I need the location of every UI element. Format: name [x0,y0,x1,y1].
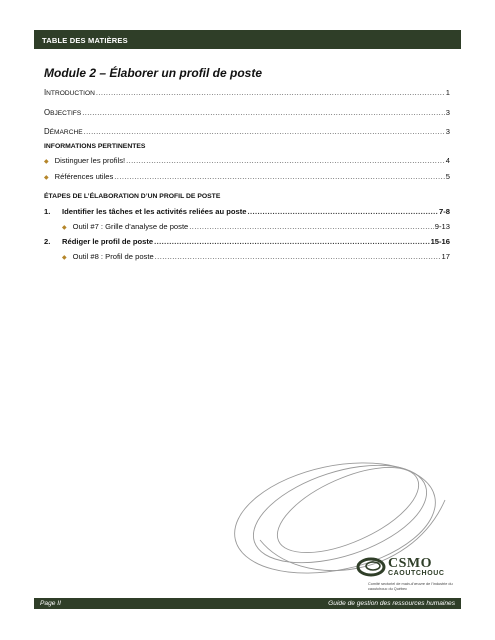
toc-label: INTRODUCTION [44,88,95,97]
toc-label: Identifier les tâches et les activités reliées au poste [62,207,247,216]
footer-bar [34,598,461,609]
footer-guide-title: Guide de gestion des ressources humaines [328,600,455,607]
toc-page: 9-13 [434,222,450,231]
dot-leader [154,237,429,246]
logo-sub-text: CAOUTCHOUC [388,570,445,577]
step-number: 2. [44,237,51,246]
toc-label: Outil #7 : Grille d’analyse de poste [72,222,189,231]
toc-entry-objectifs[interactable] [44,108,450,117]
toc-entry-references[interactable] [44,172,450,181]
toc-entry-outil-8[interactable] [62,252,450,261]
toc-page: 17 [441,252,450,261]
dot-leader [96,88,445,97]
toc-entry-introduction[interactable] [44,88,450,97]
header-title: TABLE DES MATIÈRES [42,36,128,45]
toc-page: 15-16 [430,237,450,246]
toc-label: Outil #8 : Profil de poste [72,252,154,261]
toc-page: 3 [445,108,450,117]
toc-label: OBJECTIFS [44,108,82,117]
toc-label: DÉMARCHE [44,127,83,136]
dot-leader [189,222,434,231]
toc-page: 7-8 [439,207,450,216]
toc-entry-step-1[interactable] [44,207,450,216]
logo-main-text: CSMO [388,556,432,571]
step-number: 1. [44,207,51,216]
toc-entry-step-2[interactable] [44,237,450,246]
diamond-bullet-icon: ◆ [62,255,67,261]
dot-leader [126,156,445,165]
toc-label: Références utiles [54,172,114,181]
dot-leader [84,127,445,136]
section-heading-informations: INFORMATIONS PERTINENTES [44,143,146,150]
diamond-bullet-icon: ◆ [44,175,49,181]
dot-leader [155,252,441,261]
toc-label: Rédiger le profil de poste [62,237,154,246]
csmo-logo [388,556,445,577]
toc-label: Distinguer les profils! [54,156,126,165]
module-title: Module 2 – Élaborer un profil de poste [44,66,263,80]
dot-leader [114,172,444,181]
toc-entry-demarche[interactable] [44,127,450,136]
dot-leader [82,108,445,117]
dot-leader [247,207,438,216]
toc-page: 5 [445,172,450,181]
diamond-bullet-icon: ◆ [62,225,67,231]
header-bar [34,30,461,49]
section-heading-etapes: ÉTAPES DE L’ÉLABORATION D’UN PROFIL DE POSTE [44,193,221,200]
toc-page: 3 [445,127,450,136]
diamond-bullet-icon: ◆ [44,159,49,165]
toc-entry-outil-7[interactable] [62,222,450,231]
csmo-emblem-icon [356,556,386,578]
footer-page-number: Page II [40,600,61,607]
toc-page: 1 [445,88,450,97]
toc-page: 4 [445,156,450,165]
logo-description: Comité sectoriel de main-d’œuvre de l’industrie du caoutchouc du Québec [368,582,453,591]
toc-entry-distinguer[interactable] [44,156,450,165]
